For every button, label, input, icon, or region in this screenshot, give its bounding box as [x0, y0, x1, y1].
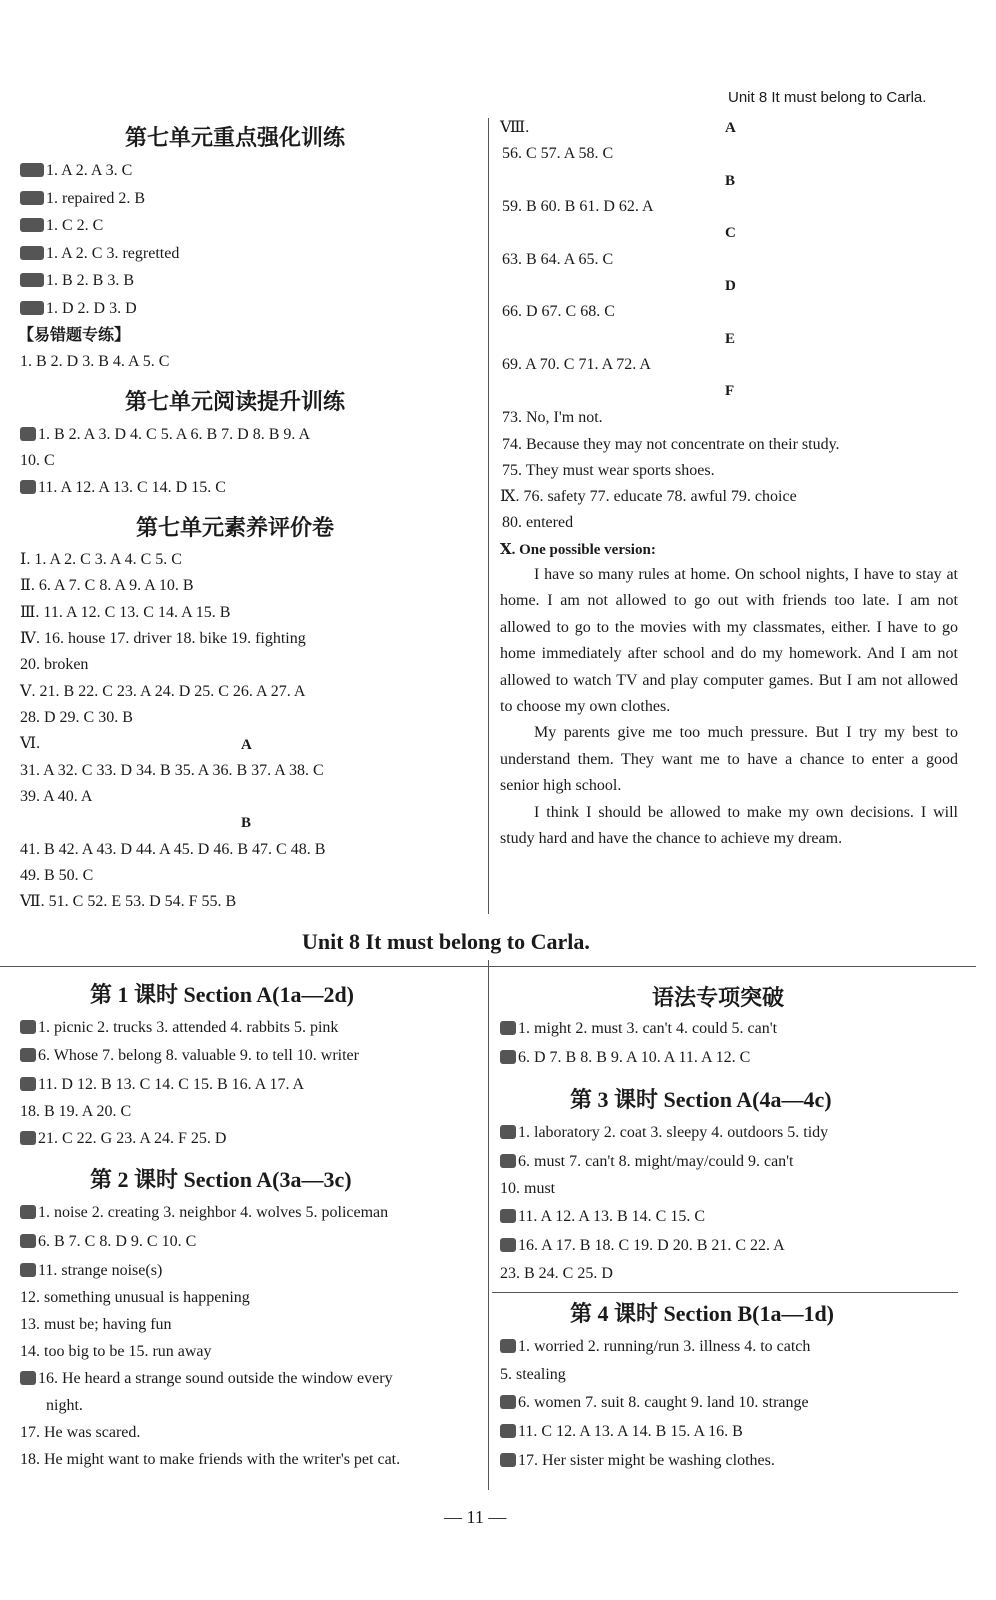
lesson-title: 第 3 课时 Section A(4a—4c): [570, 1087, 832, 1112]
lesson-title: 第 4 课时 Section B(1a—1d): [570, 1301, 835, 1326]
answer-row: 1. B 2. A 3. D 4. C 5. A 6. B 7. D 8. B 9. A: [20, 426, 310, 444]
answer-row: 23. B 24. C 25. D: [500, 1265, 613, 1282]
answer-row: 6. D 7. B 8. B 9. A 10. A 11. A 12. C: [500, 1049, 750, 1067]
part-badge-icon: [20, 246, 44, 260]
part-badge-icon: [500, 1050, 516, 1064]
passage-letter: A: [241, 737, 252, 753]
part-badge-icon: [500, 1339, 516, 1353]
answer-row: 11. strange noise(s): [20, 1262, 162, 1280]
answer-row: Ⅲ. 11. A 12. C 13. C 14. A 15. B: [20, 604, 231, 621]
answer-row: Ⅵ.: [20, 735, 41, 752]
error-prone-tag: 【易错题专练】: [18, 327, 131, 344]
part-badge-icon: [20, 273, 44, 287]
section-title-assessment: 第七单元素养评价卷: [136, 515, 335, 540]
passage-letter: B: [241, 815, 252, 831]
section-title-key-training: 第七单元重点强化训练: [125, 125, 346, 150]
answer-row: 18. He might want to make friends with the writer's pet cat.: [20, 1451, 401, 1468]
essay-heading: Ⅹ. One possible version:: [500, 542, 656, 558]
answer-row: 1. A 2. A 3. C: [20, 162, 132, 180]
essay-paragraph: I have so many rules at home. On school nights, I have to stay at home. I am not allowed to go out with friends too late. I am not allowed to go to the movies with my classmates, either. I have to go home immediately after school and do my homework. And I am not allowed to watch TV and play computer games. But I am not allowed to choose my own clothes.: [500, 566, 958, 716]
answer-row: 6. must 7. can't 8. might/may/could 9. can't: [500, 1153, 794, 1171]
answer-row: 20. broken: [20, 656, 89, 673]
section-title-reading: 第七单元阅读提升训练: [125, 389, 346, 414]
answer-row: 1. repaired 2. B: [20, 190, 145, 208]
answer-row: 49. B 50. C: [20, 867, 94, 884]
part-badge-icon: [20, 1077, 36, 1091]
lesson-title: 第 1 课时 Section A(1a—2d): [90, 982, 355, 1007]
column-divider-top: [488, 118, 489, 914]
model-essay: [500, 562, 958, 852]
answer-row: 1. picnic 2. trucks 3. attended 4. rabbits 5. pink: [20, 1019, 338, 1037]
answer-row: Ⅴ. 21. B 22. C 23. A 24. D 25. C 26. A 27. A: [20, 683, 306, 700]
passage-letter: C: [725, 225, 736, 241]
part-badge-icon: [500, 1395, 516, 1409]
part-badge-icon: [500, 1021, 516, 1035]
part-badge-icon: [20, 1205, 36, 1219]
answer-row: 59. B 60. B 61. D 62. A: [502, 198, 654, 215]
answer-row: 39. A 40. A: [20, 788, 93, 805]
answer-row: 11. C 12. A 13. A 14. B 15. A 16. B: [500, 1423, 743, 1441]
answer-row: Ⅰ. 1. A 2. C 3. A 4. C 5. C: [20, 551, 182, 568]
answer-row: 75. They must wear sports shoes.: [502, 462, 715, 479]
part-badge-icon: [500, 1424, 516, 1438]
part-badge-icon: [20, 218, 44, 232]
part-badge-icon: [500, 1154, 516, 1168]
part-badge-icon: [500, 1453, 516, 1467]
answer-row: 1. worried 2. running/run 3. illness 4. to catch: [500, 1338, 810, 1356]
passage-letter: F: [725, 383, 735, 399]
answer-row: 17. He was scared.: [20, 1424, 141, 1441]
passage-letter: B: [725, 173, 736, 189]
passage-letter: A: [725, 120, 736, 136]
answer-row: 10. must: [500, 1180, 556, 1197]
answer-row: 1. B 2. B 3. B: [20, 272, 134, 290]
passage-letter: E: [725, 331, 736, 347]
answer-row: 41. B 42. A 43. D 44. A 45. D 46. B 47. C 48. B: [20, 841, 326, 858]
answer-row: Ⅸ. 76. safety 77. educate 78. awful 79. choice: [500, 488, 797, 505]
passage-letter: D: [725, 278, 736, 294]
answer-row: 21. C 22. G 23. A 24. F 25. D: [20, 1130, 226, 1148]
answer-row: 80. entered: [502, 514, 574, 531]
page-number: — 11 —: [444, 1507, 507, 1527]
answer-row: 16. A 17. B 18. C 19. D 20. B 21. C 22. A: [500, 1237, 785, 1255]
answer-row: 6. Whose 7. belong 8. valuable 9. to tell 10. writer: [20, 1047, 359, 1065]
answer-row: 13. must be; having fun: [20, 1316, 172, 1333]
answer-row: 63. B 64. A 65. C: [502, 251, 614, 268]
essay-paragraph: My parents give me too much pressure. But I try my best to understand them. They want me to have a chance to enter a good senior high school.: [500, 724, 958, 795]
part-badge-icon: [20, 163, 44, 177]
part-badge-icon: [20, 427, 36, 441]
answer-row: 56. C 57. A 58. C: [502, 145, 614, 162]
running-header: Unit 8 It must belong to Carla.: [728, 89, 927, 106]
answer-row: 10. C: [20, 452, 55, 469]
answer-row: night.: [46, 1397, 83, 1414]
essay-paragraph: I think I should be allowed to make my own decisions. I will study hard and have the chance to achieve my dream.: [500, 803, 958, 848]
part-badge-icon: [20, 301, 44, 315]
answer-row: 1. D 2. D 3. D: [20, 300, 137, 318]
part-badge-icon: [20, 1371, 36, 1385]
answer-row: 28. D 29. C 30. B: [20, 709, 133, 726]
answer-row: 74. Because they may not concentrate on their study.: [502, 436, 840, 453]
answer-row: 66. D 67. C 68. C: [502, 303, 615, 320]
answer-row: 6. women 7. suit 8. caught 9. land 10. strange: [500, 1394, 809, 1412]
answer-row: 1. C 2. C: [20, 217, 103, 235]
answer-row: Ⅱ. 6. A 7. C 8. A 9. A 10. B: [20, 577, 194, 594]
answer-row: 11. D 12. B 13. C 14. C 15. B 16. A 17. A: [20, 1076, 304, 1094]
answer-row: 17. Her sister might be washing clothes.: [500, 1452, 775, 1470]
part-badge-icon: [20, 191, 44, 205]
answer-row: 6. B 7. C 8. D 9. C 10. C: [20, 1233, 196, 1251]
answer-row: 1. A 2. C 3. regretted: [20, 245, 179, 263]
part-badge-icon: [500, 1125, 516, 1139]
answer-row: 73. No, I'm not.: [502, 409, 603, 426]
answer-row: Ⅷ.: [500, 119, 530, 136]
answer-row: 31. A 32. C 33. D 34. B 35. A 36. B 37. A 38. C: [20, 762, 324, 779]
part-badge-icon: [20, 1020, 36, 1034]
section-rule: [492, 1292, 958, 1293]
answer-row: 12. something unusual is happening: [20, 1289, 250, 1306]
answer-row: 11. A 12. A 13. B 14. C 15. C: [500, 1208, 705, 1226]
part-badge-icon: [500, 1209, 516, 1223]
answer-row: Ⅶ. 51. C 52. E 53. D 54. F 55. B: [20, 893, 237, 910]
answer-row: 14. too big to be 15. run away: [20, 1343, 212, 1360]
column-divider-bottom: [488, 960, 489, 1490]
answer-row: 16. He heard a strange sound outside the window every: [20, 1370, 393, 1388]
part-badge-icon: [20, 1131, 36, 1145]
answer-row: 11. A 12. A 13. C 14. D 15. C: [20, 479, 226, 497]
grammar-title: 语法专项突破: [652, 985, 785, 1010]
part-badge-icon: [20, 1048, 36, 1062]
unit-title-rule: [0, 966, 976, 967]
answer-row: Ⅳ. 16. house 17. driver 18. bike 19. fighting: [20, 630, 306, 647]
part-badge-icon: [20, 1234, 36, 1248]
part-badge-icon: [500, 1238, 516, 1252]
answer-row: 69. A 70. C 71. A 72. A: [502, 356, 651, 373]
unit-title: Unit 8 It must belong to Carla.: [302, 929, 590, 954]
answer-row: 1. might 2. must 3. can't 4. could 5. can't: [500, 1020, 777, 1038]
answer-row: 1. noise 2. creating 3. neighbor 4. wolves 5. policeman: [20, 1204, 388, 1222]
part-badge-icon: [20, 1263, 36, 1277]
lesson-title: 第 2 课时 Section A(3a—3c): [90, 1167, 352, 1192]
answer-row: 1. laboratory 2. coat 3. sleepy 4. outdoors 5. tidy: [500, 1124, 828, 1142]
part-badge-icon: [20, 480, 36, 494]
answer-row: 1. B 2. D 3. B 4. A 5. C: [20, 353, 170, 370]
answer-row: 5. stealing: [500, 1366, 566, 1383]
answer-row: 18. B 19. A 20. C: [20, 1103, 132, 1120]
